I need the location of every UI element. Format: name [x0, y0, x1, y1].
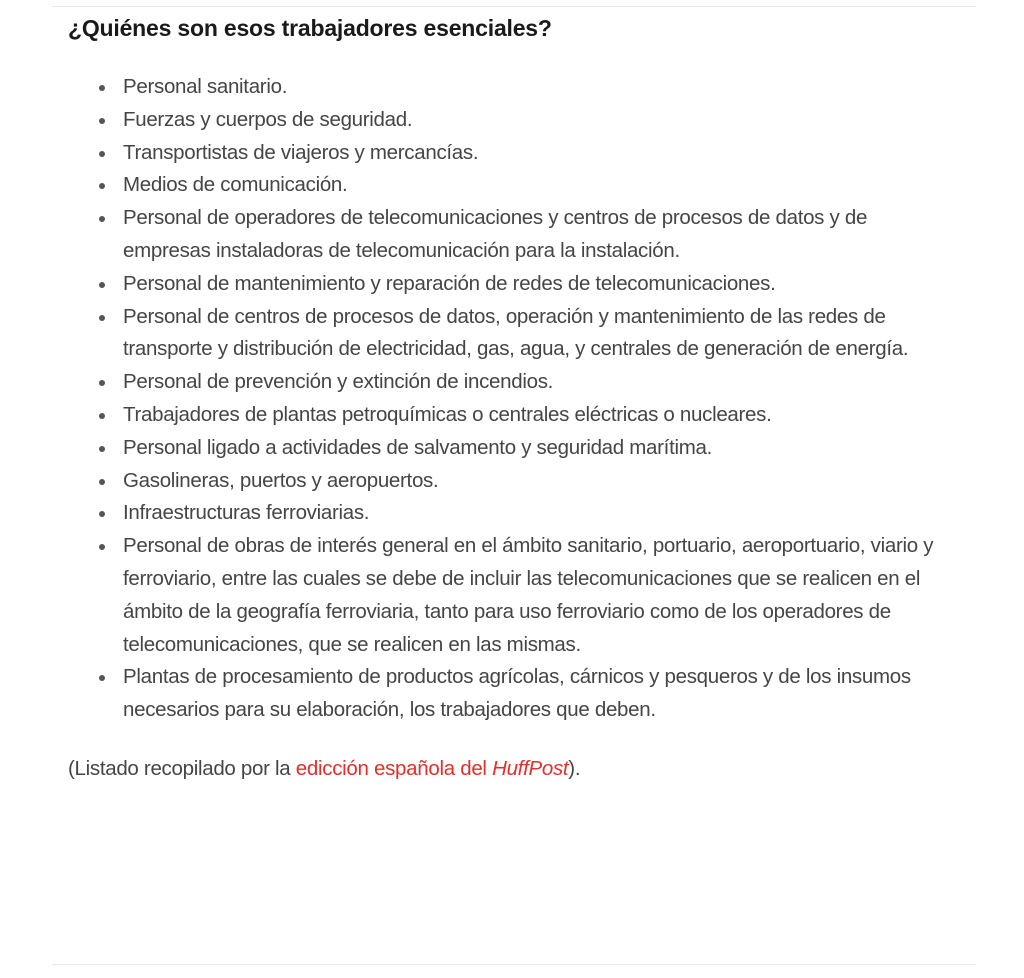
source-prefix: (Listado recopilado por la: [68, 756, 296, 780]
list-item-text: Trabajadores de plantas petroquímicas o centrales eléctricas o nucleares.: [123, 402, 772, 426]
bullet-icon: [99, 479, 105, 485]
bullet-icon: [99, 282, 105, 288]
list-item-text: Gasolineras, puertos y aeropuertos.: [123, 468, 439, 492]
list-item-text: Personal de prevención y extinción de incendios.: [123, 370, 554, 394]
huffpost-link-text[interactable]: edicción española del: [295, 756, 493, 780]
list-item: [123, 202, 958, 268]
source-suffix: ).: [568, 756, 581, 780]
list-item: [123, 268, 958, 301]
list-item: [123, 104, 958, 137]
list-item: [123, 169, 958, 202]
list-item: [123, 71, 958, 104]
bottom-divider: [52, 964, 976, 965]
bullet-icon: [99, 380, 105, 386]
bullet-icon: [99, 216, 105, 222]
bullet-icon: [99, 183, 105, 189]
source-note: [68, 753, 958, 785]
list-item: [123, 137, 958, 170]
list-item: [123, 301, 958, 367]
bullet-icon: [99, 446, 105, 452]
bullet-icon: [99, 413, 105, 419]
list-item: [123, 399, 958, 432]
list-item-text: Personal de centros de procesos de datos, operación y mantenimiento de las redes de transporte y distribución de electricidad, gas, agua, y centrales de generación de energía.: [123, 304, 909, 361]
list-item: [123, 497, 958, 530]
list-item-text: Personal de mantenimiento y reparación de redes de telecomunicaciones.: [123, 271, 776, 295]
huffpost-link-brand[interactable]: HuffPost: [492, 756, 569, 780]
bullet-icon: [99, 544, 105, 550]
essential-workers-list: [68, 71, 958, 727]
list-item-text: Fuerzas y cuerpos de seguridad.: [123, 107, 413, 131]
list-item-text: Medios de comunicación.: [123, 173, 348, 197]
top-divider: [52, 6, 976, 7]
article-section: [68, 12, 958, 785]
huffpost-link[interactable]: [296, 757, 569, 780]
list-item: [123, 432, 958, 465]
list-item-text: Personal sanitario.: [123, 75, 288, 98]
list-item-text: Plantas de procesamiento de productos agrícolas, cárnicos y pesqueros y de los insumos necesarios para su elaboración, los trabajadores que deben.: [123, 665, 911, 722]
bullet-icon: [99, 511, 105, 517]
bullet-icon: [99, 675, 105, 681]
bullet-icon: [99, 315, 105, 321]
list-item: [123, 661, 958, 727]
list-item: [123, 530, 958, 661]
list-item-text: Personal ligado a actividades de salvamento y seguridad marítima.: [123, 435, 712, 459]
bullet-icon: [99, 85, 105, 91]
bullet-icon: [99, 151, 105, 157]
list-item-text: Infraestructuras ferroviarias.: [123, 501, 370, 525]
bullet-icon: [99, 118, 105, 124]
section-heading: ¿Quiénes son esos trabajadores esenciales?: [68, 15, 552, 41]
list-item-text: Personal de operadores de telecomunicaciones y centros de procesos de datos y de empresas instaladoras de telecomunicación para la instalación.: [123, 206, 868, 262]
list-item: [123, 366, 958, 399]
list-item: [123, 465, 958, 498]
list-item-text: Transportistas de viajeros y mercancías.: [123, 140, 479, 164]
list-item-text: Personal de obras de interés general en el ámbito sanitario, portuario, aeroportuario, viario y ferroviario, entre las cuales se debe de incluir las telecomunicaciones que se realicen en el ámbito de la geografía ferroviaria, tanto para uso ferroviario como de los operadores de telecomunicaciones, que se realicen en las mismas.: [123, 534, 934, 656]
